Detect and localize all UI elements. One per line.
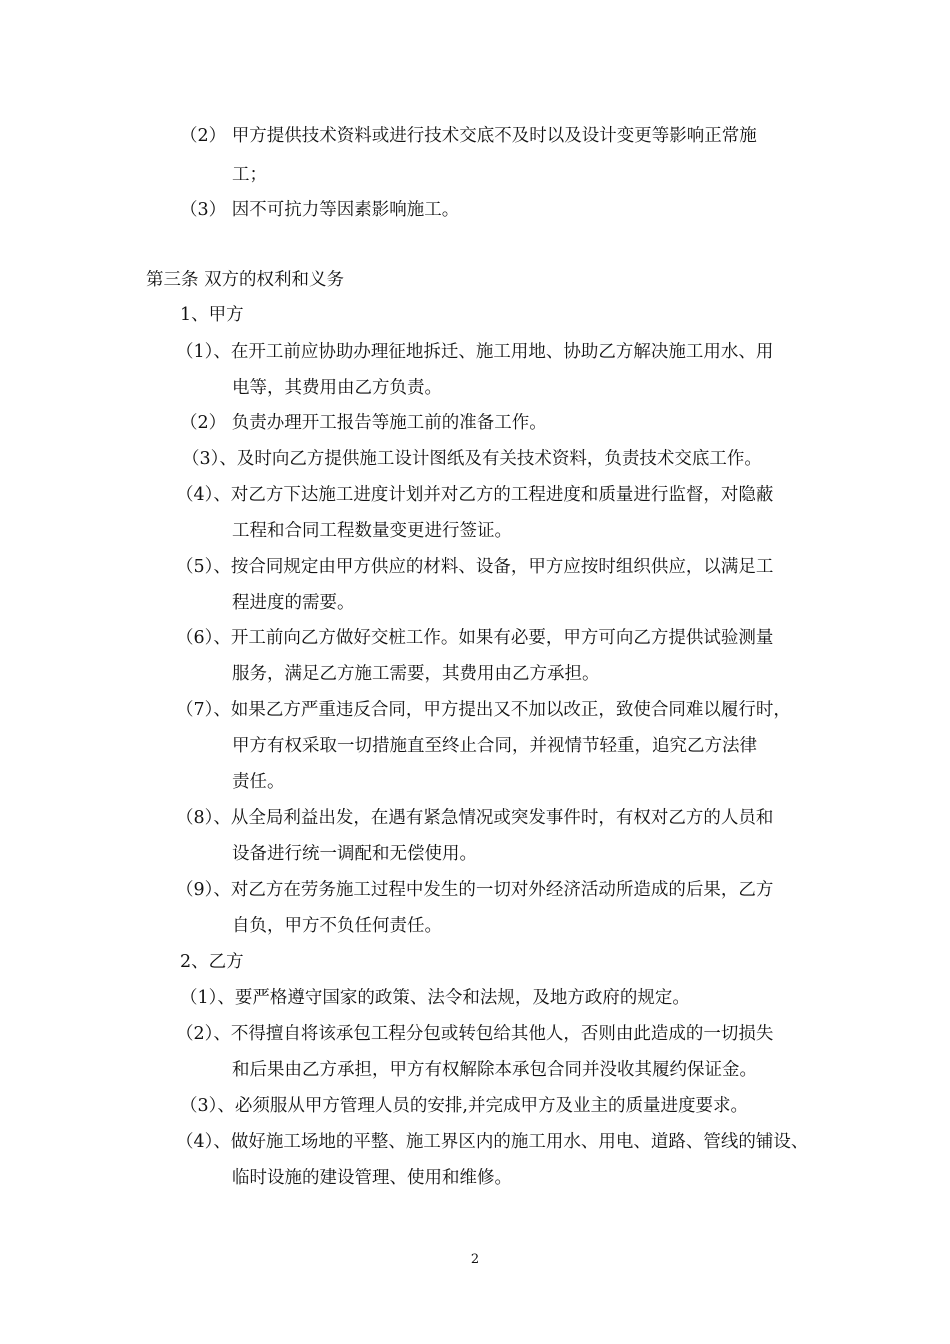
party-b-item-3: （3）、必须服从甲方管理人员的安排,并完成甲方及业主的质量进度要求。 [180, 1096, 748, 1116]
party-a-item-6: （6）、开工前向乙方做好交桩工作。如果有必要，甲方可向乙方提供试验测量 [176, 628, 774, 648]
party-a-item-6-cont: 服务，满足乙方施工需要，其费用由乙方承担。 [232, 664, 600, 684]
party-a-item-1: （1）、在开工前应协助办理征地拆迁、施工用地、协助乙方解决施工用水、用 [176, 342, 774, 362]
party-a-item-4-cont: 工程和合同工程数量变更进行签证。 [232, 521, 512, 541]
party-a-item-1-cont: 电等，其费用由乙方负责。 [232, 378, 442, 398]
party-a-item-8-cont: 设备进行统一调配和无偿使用。 [232, 844, 477, 864]
party-a-item-7-cont: 甲方有权采取一切措施直至终止合同，并视情节轻重，追究乙方法律 [232, 736, 757, 756]
party-a-title: 1、甲方 [180, 305, 244, 325]
party-a-item-3: （3）、及时向乙方提供施工设计图纸及有关技术资料，负责技术交底工作。 [182, 449, 762, 469]
party-b-item-1: （1）、要严格遵守国家的政策、法令和法规，及地方政府的规定。 [180, 988, 690, 1008]
prev-item-2: （2） 甲方提供技术资料或进行技术交底不及时以及设计变更等影响正常施 [180, 126, 757, 146]
party-a-item-5-cont: 程进度的需要。 [232, 593, 355, 613]
party-b-item-2: （2）、不得擅自将该承包工程分包或转包给其他人，否则由此造成的一切损失 [176, 1024, 774, 1044]
party-a-item-2: （2） 负责办理开工报告等施工前的准备工作。 [180, 413, 547, 433]
party-b-title: 2、乙方 [180, 952, 244, 972]
article-heading: 第三条 双方的权利和义务 [146, 270, 345, 290]
party-a-item-4: （4）、对乙方下达施工进度计划并对乙方的工程进度和质量进行监督，对隐蔽 [176, 485, 774, 505]
party-a-item-9: （9）、对乙方在劳务施工过程中发生的一切对外经济活动所造成的后果，乙方 [176, 880, 774, 900]
party-a-item-5: （5）、按合同规定由甲方供应的材料、设备，甲方应按时组织供应，以满足工 [176, 557, 774, 577]
party-a-item-8: （8）、从全局利益出发，在遇有紧急情况或突发事件时，有权对乙方的人员和 [176, 808, 774, 828]
party-b-item-4: （4）、做好施工场地的平整、施工界区内的施工用水、用电、道路、管线的铺设、 [176, 1132, 809, 1152]
party-b-item-2-cont: 和后果由乙方承担，甲方有权解除本承包合同并没收其履约保证金。 [232, 1060, 757, 1080]
prev-item-3: （3） 因不可抗力等因素影响施工。 [180, 200, 460, 220]
party-a-item-7-cont2: 责任。 [232, 772, 285, 792]
party-a-item-7: （7）、如果乙方严重违反合同，甲方提出又不加以改正，致使合同难以履行时， [176, 700, 791, 720]
party-b-item-4-cont: 临时设施的建设管理、使用和维修。 [232, 1168, 512, 1188]
page-number: 2 [470, 1252, 480, 1267]
prev-item-2-cont: 工； [232, 165, 267, 185]
party-a-item-9-cont: 自负，甲方不负任何责任。 [232, 916, 442, 936]
